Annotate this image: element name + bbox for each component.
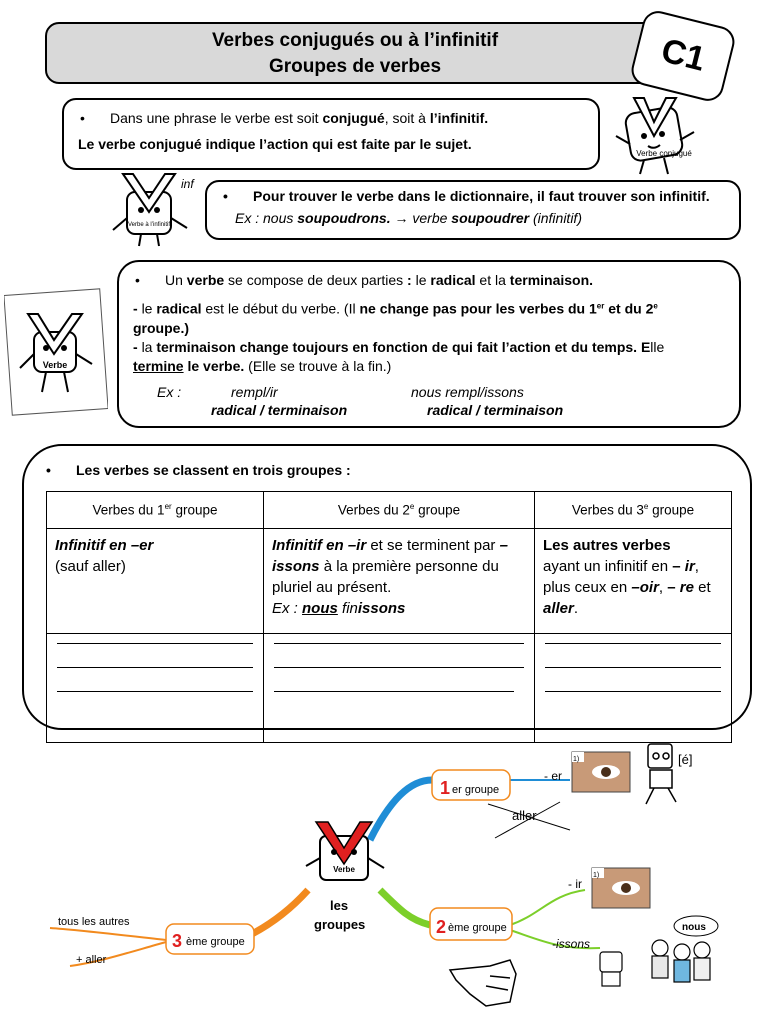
cell-group1-rule: Infinitif en –er (sauf aller)	[47, 529, 264, 634]
mind-map	[40, 740, 740, 1020]
svg-text:2: 2	[436, 917, 447, 937]
groups-box	[22, 444, 752, 730]
svg-text:+ aller: + aller	[76, 954, 107, 966]
header-group2: Verbes du 2e groupe	[264, 492, 535, 529]
verbe-infinitif-mascot-icon	[103, 168, 199, 248]
svg-text:Verbe: Verbe	[42, 360, 68, 370]
svg-text:ème groupe: ème groupe	[186, 936, 245, 948]
verbe-mascot-icon	[4, 288, 108, 416]
center-label-line1: les	[330, 898, 349, 913]
dictionary-rule: • Pour trouver le verbe dans le dictionnaire, il faut trouver son infinitif.	[221, 188, 725, 204]
svg-text:1: 1	[440, 778, 451, 798]
conjugated-definition: Le verbe conjugué indique l’action qui est faite par le sujet.	[78, 136, 472, 152]
cartoon-boy-icon	[646, 744, 676, 804]
svg-text:- er: - er	[544, 769, 562, 783]
svg-text:3: 3	[172, 931, 183, 951]
svg-text:nous: nous	[682, 922, 706, 933]
groups-intro: • Les verbes se classent en trois groupes :	[44, 462, 351, 478]
svg-text:Verbe: Verbe	[333, 865, 355, 874]
lesson-badge: C1	[628, 8, 738, 104]
eye-photo-2	[592, 868, 650, 908]
verbe-conjugue-mascot-icon	[610, 88, 700, 178]
eye-photo-1	[572, 752, 630, 792]
svg-text:ème groupe: ème groupe	[448, 922, 507, 934]
svg-text:tous les autres: tous les autres	[58, 916, 130, 928]
branch-group3	[248, 890, 308, 936]
cell-group2-rule: Infinitif en –ir et se terminent par –issons à la première personne du pluriel au présent. Ex : nous finissons	[264, 529, 535, 634]
svg-text:[é]: [é]	[678, 752, 693, 767]
svg-text:Verbe conjugué: Verbe conjugué	[636, 149, 692, 158]
title-line2: Groupes de verbes	[268, 56, 442, 77]
pointing-hand-icon	[450, 960, 516, 1006]
svg-text:inf: inf	[181, 177, 194, 191]
page-title	[45, 22, 665, 84]
groups-table	[46, 491, 732, 743]
dictionary-box: • Pour trouver le verbe dans le dictionnaire, il faut trouver son infinitif. Ex : nous soupoudrons. → verbe soupoudrer (infinitif)	[205, 180, 741, 240]
branch-group2	[380, 890, 430, 925]
title-line1: Verbes conjugués ou à l’infinitif	[211, 30, 499, 51]
blank-lines-group1[interactable]	[47, 634, 264, 743]
header-group3: Verbes du 3e groupe	[535, 492, 732, 529]
svg-text:1): 1)	[593, 872, 600, 879]
svg-text:er groupe: er groupe	[452, 784, 500, 796]
blank-lines-group2[interactable]	[264, 634, 535, 743]
branch-group1	[370, 780, 432, 840]
definition-box: • Dans une phrase le verbe est soit conjugué, soit à l’infinitif. Le verbe conjugué indique l’action qui est faite par le sujet.	[62, 98, 600, 170]
blank-lines-group3[interactable]	[535, 634, 732, 743]
g1-aller: aller	[512, 808, 537, 823]
cell-group3-rule: Les autres verbes ayant un infinitif en – ir, plus ceux en –oir, – re et aller.	[535, 529, 732, 634]
svg-text:-issons: -issons	[552, 937, 591, 951]
svg-text:- ir: - ir	[568, 877, 582, 891]
header-group1: Verbes du 1er groupe	[47, 492, 264, 529]
svg-text:1): 1)	[573, 756, 580, 763]
kids-group-icon	[600, 940, 710, 986]
radical-box: • Un verbe se compose de deux parties : le radical et la terminaison. - le radical est le début du verbe. (Il ne change pas pour les verbes du 1er et du 2e groupe.) - la terminaison change toujours en fonction de qui fait l’action et du temps. Elle termine le verbe. (Elle se trouve à la fin.) Ex : rempl/ir nous rempl/issons radical / terminaison radical / terminaison	[117, 260, 741, 428]
svg-text:Verbe à l’infinitif: Verbe à l’infinitif	[127, 222, 171, 228]
center-label-line2: groupes	[314, 917, 366, 932]
